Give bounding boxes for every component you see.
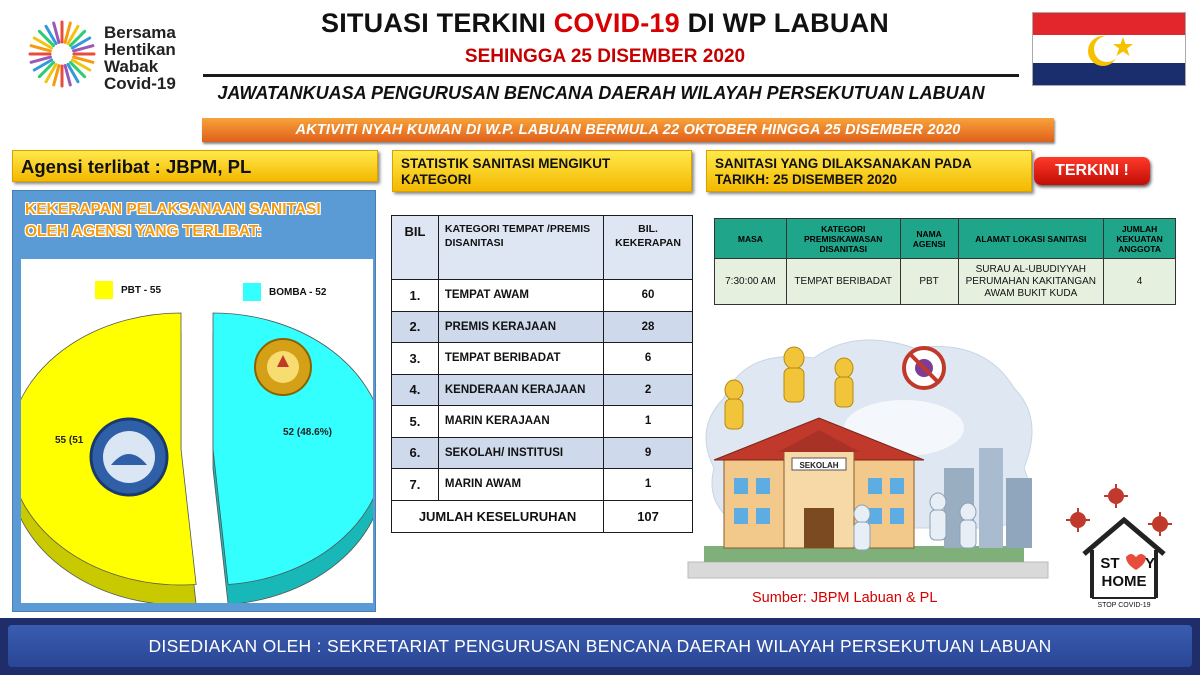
cell-kategori: TEMPAT BERIBADAT (786, 259, 900, 305)
row-kategori: PREMIS KERAJAAN (438, 311, 603, 343)
stats-header: STATISTIK SANITASI MENGIKUT KATEGORI (392, 150, 692, 192)
stay-label: ST (1100, 555, 1120, 572)
row-bil: 2. (392, 311, 439, 343)
logo-line: Bersama (104, 23, 176, 42)
pie-data-label: 55 (51 (55, 435, 84, 446)
chart-title (25, 199, 370, 243)
table-row (392, 311, 693, 343)
header-divider (203, 74, 1019, 77)
row-bil: 4. (392, 374, 439, 406)
row-kekerapan: 2 (604, 374, 693, 406)
total-label: JUMLAH KESELURUHAN (392, 500, 604, 532)
committee-name: JAWATANKUASA PENGURUSAN BENCANA DAERAH WILAYAH PERSEKUTUAN LABUAN (217, 83, 985, 103)
legend-label: PBT - 55 (121, 284, 162, 296)
col-header-alamat: ALAMAT LOKASI SANITASI (958, 219, 1104, 259)
labuan-flag (1032, 12, 1186, 86)
row-kekerapan: 1 (604, 406, 693, 438)
table-row (392, 469, 693, 501)
row-bil: 3. (392, 343, 439, 375)
footer-credit: DISEDIAKAN OLEH : SEKRETARIAT PENGURUSAN BENCANA DAERAH WILAYAH PERSEKUTUAN LABUAN (8, 625, 1192, 667)
title-part: DI WP LABUAN (679, 8, 889, 38)
row-kekerapan: 6 (604, 343, 693, 375)
covid-burst-icon (24, 16, 100, 92)
legend-label: BOMBA - 52 (269, 286, 327, 298)
row-kekerapan: 9 (604, 437, 693, 469)
row-kategori: TEMPAT AWAM (438, 280, 603, 312)
cell-anggota: 4 (1104, 259, 1176, 305)
pbt-emblem-icon (91, 419, 167, 495)
col-header-kekerapan: BIL. KEKERAPAN (604, 216, 693, 280)
campaign-logo (24, 12, 204, 96)
sanitation-header: SANITASI YANG DILAKSANAKAN PADA TARIKH: 25 DISEMBER 2020 (706, 150, 1032, 192)
bomba-emblem-icon (255, 339, 311, 395)
sanitation-table (714, 218, 1176, 305)
logo-line: Wabak (104, 57, 159, 76)
row-kekerapan: 1 (604, 469, 693, 501)
row-kategori: KENDERAAN KERAJAAN (438, 374, 603, 406)
table-row (392, 437, 693, 469)
no-virus-icon (904, 348, 944, 388)
col-header-kategori: KATEGORI TEMPAT /PREMIS DISANITASI (438, 216, 603, 280)
sanitation-illustration (684, 318, 1056, 586)
heart-icon (1126, 554, 1146, 570)
cell-agensi: PBT (900, 259, 958, 305)
table-row (392, 406, 693, 438)
row-bil: 1. (392, 280, 439, 312)
school-sign: SEKOLAH (799, 461, 839, 470)
row-kategori: TEMPAT BERIBADAT (438, 343, 603, 375)
cell-masa: 7:30:00 AM (715, 259, 787, 305)
row-bil: 5. (392, 406, 439, 438)
col-header-anggota: JUMLAH KEKUATAN ANGGOTA (1104, 219, 1176, 259)
row-bil: 6. (392, 437, 439, 469)
title-covid: COVID-19 (553, 8, 680, 38)
col-header-kategori: KATEGORI PREMIS/KAWASAN DISANITASI (786, 219, 900, 259)
pie-chart (21, 259, 373, 603)
stay-label-y: Y (1144, 555, 1156, 572)
chart-title-line: KEKERAPAN PELAKSANAAN SANITASI (25, 201, 321, 218)
terkini-button[interactable]: TERKINI ! (1034, 157, 1150, 185)
logo-line: Hentikan (104, 40, 176, 59)
col-header-bil: BIL (392, 216, 439, 280)
activity-banner: AKTIVITI NYAH KUMAN DI W.P. LABUAN BERMULA 22 OKTOBER HINGGA 25 DISEMBER 2020 (202, 118, 1054, 142)
pie-data-label: 52 (48.6%) (283, 427, 332, 438)
table-row (392, 280, 693, 312)
source-note: Sumber: JBPM Labuan & PL (752, 590, 938, 606)
total-row (392, 500, 693, 532)
row-bil: 7. (392, 469, 439, 501)
crescent-star-icon (1085, 31, 1135, 71)
home-label: HOME (1101, 573, 1147, 590)
table-row (392, 343, 693, 375)
row-kekerapan: 28 (604, 311, 693, 343)
chart-panel (12, 190, 376, 612)
agency-header: Agensi terlibat : JBPM, PL (12, 150, 378, 182)
pie-chart-area (21, 259, 373, 603)
stay-home-badge (1062, 480, 1182, 610)
stop-covid-label: STOP COVID-19 (1097, 602, 1151, 609)
table-row (715, 259, 1176, 305)
row-kekerapan: 60 (604, 280, 693, 312)
title-part: SITUASI TERKINI (321, 8, 554, 38)
total-value: 107 (604, 500, 693, 532)
stats-table (391, 215, 693, 533)
col-header-masa: MASA (715, 219, 787, 259)
table-row (392, 374, 693, 406)
row-kategori: SEKOLAH/ INSTITUSI (438, 437, 603, 469)
page-title (210, 8, 1000, 39)
row-kategori: MARIN AWAM (438, 469, 603, 501)
logo-text (104, 24, 176, 92)
row-kategori: MARIN KERAJAAN (438, 406, 603, 438)
logo-line: Covid-19 (104, 74, 176, 93)
col-header-agensi: NAMA AGENSI (900, 219, 958, 259)
cell-alamat: SURAU AL-UBUDIYYAH PERUMAHAN KAKITANGAN AWAM BUKIT KUDA (958, 259, 1104, 305)
chart-title-line: OLEH AGENSI YANG TERLIBAT: (25, 223, 262, 240)
page-subtitle: SEHINGGA 25 DISEMBER 2020 (464, 46, 746, 67)
